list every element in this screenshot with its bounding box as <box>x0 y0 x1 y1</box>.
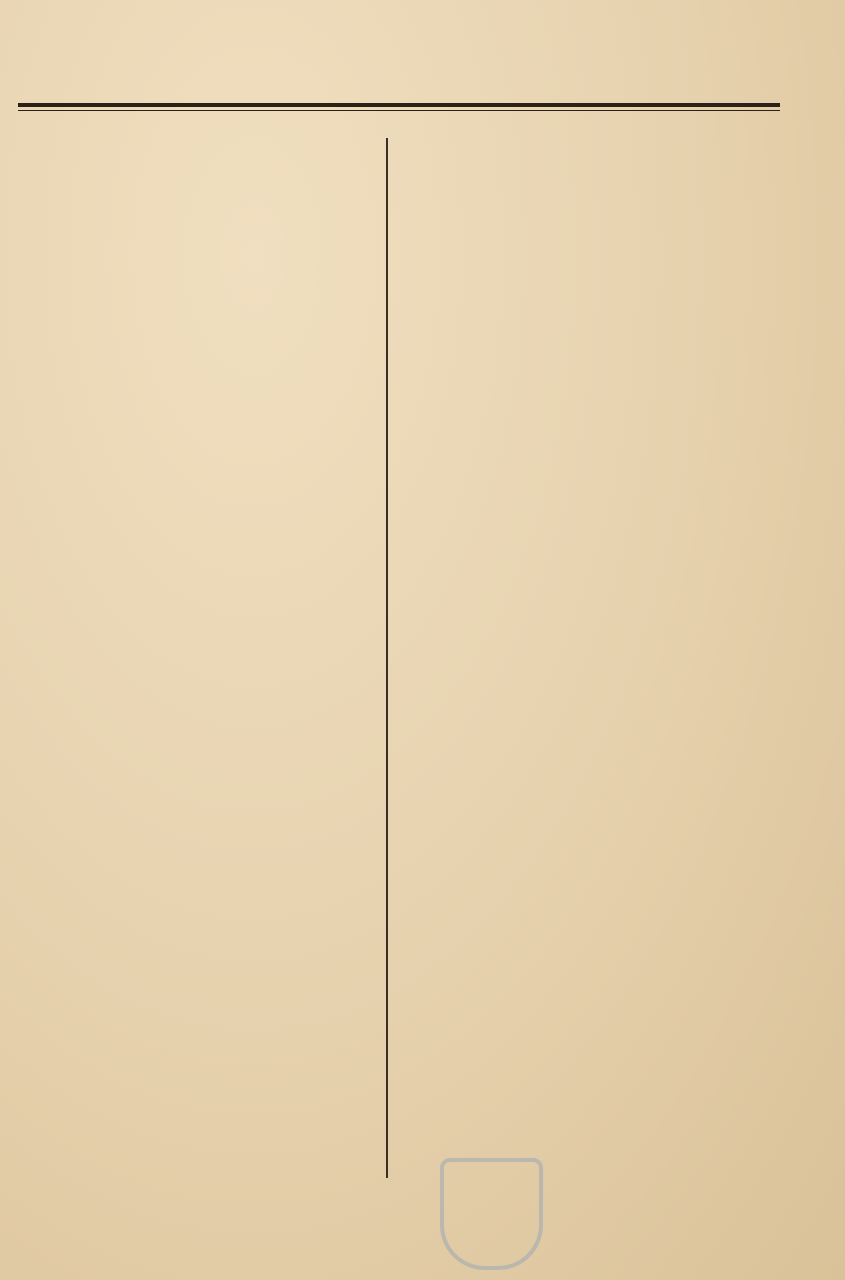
shield-icon <box>440 1158 543 1270</box>
title-rule-thin <box>18 110 780 111</box>
column-divider <box>386 138 388 1178</box>
museum-watermark <box>440 1150 770 1270</box>
title-rule <box>18 103 780 107</box>
